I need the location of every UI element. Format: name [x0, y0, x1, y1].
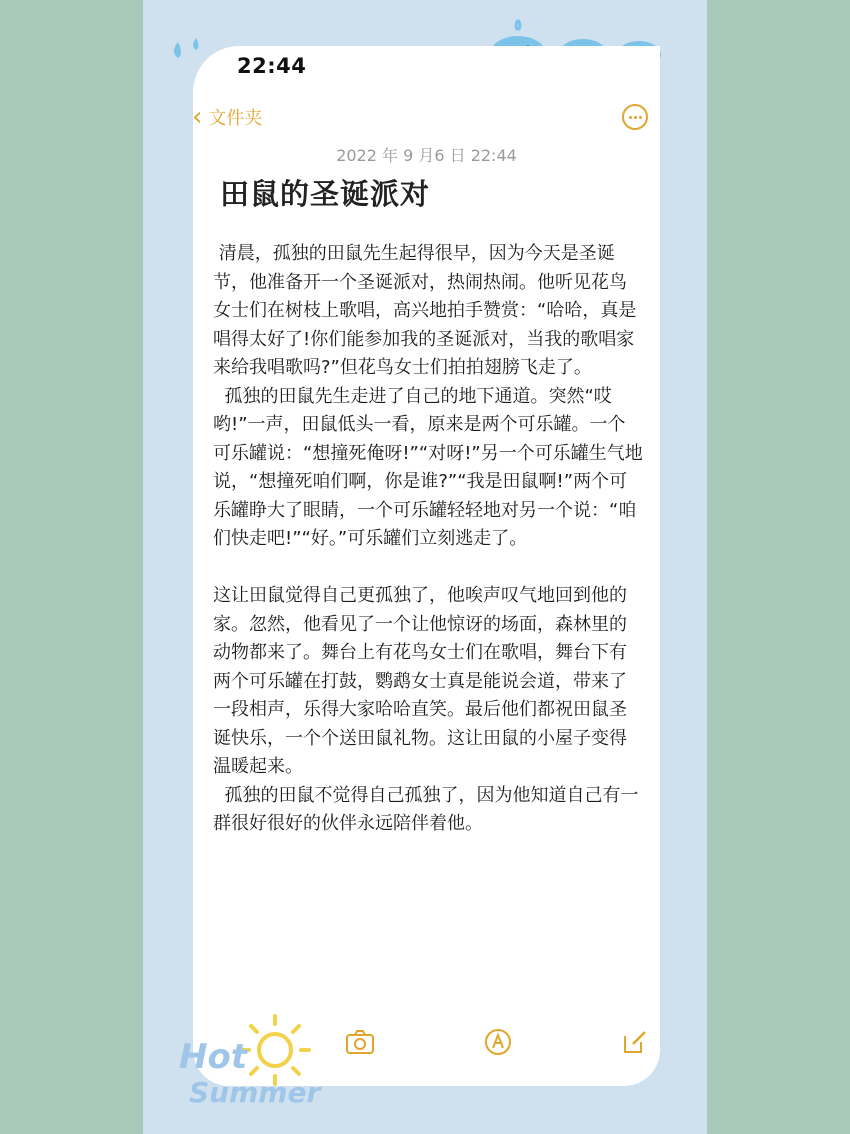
paragraph: 清晨，孤独的田鼠先生起得很早，因为今天是圣诞节，他准备开一个圣诞派对，热闹热闹。他听见花鸟女士们在树枝上歌唱，高兴地拍手赞赏：“哈哈，真是唱得太好了!你们能参加我的圣诞派对，当我的歌唱家来给我唱歌吗?”但花鸟女士们拍拍翅膀飞走了。: [213, 243, 637, 378]
note-body[interactable]: [213, 240, 643, 839]
paragraph: 这让田鼠觉得自己更孤独了，他唉声叹气地回到他的家。忽然，他看见了一个让他惊讶的场面，森林里的动物都来了。舞台上有花鸟女士们在歌唱，舞台下有两个可乐罐在打鼓，鹦鹉女士真是能说会道，带来了一段相声，乐得大家哈哈直笑。最后他们都祝田鼠圣诞快乐，一个个送田鼠礼物。这让田鼠的小屋子变得温暖起来。: [213, 585, 627, 777]
status-time: 22:44: [237, 54, 307, 78]
chevron-left-icon: ‹: [192, 102, 203, 132]
paragraph: 孤独的田鼠不觉得自己孤独了，因为他知道自己有一群很好很好的伙伴永远陪伴着他。: [213, 784, 639, 834]
compose-icon[interactable]: [619, 1026, 651, 1058]
back-button[interactable]: [192, 104, 262, 130]
camera-icon[interactable]: [344, 1026, 376, 1058]
note-date: 2022 年 9 月6 日 22:44: [336, 146, 517, 165]
back-label: 文件夹: [208, 108, 263, 129]
hot-summer-sticker: [175, 1010, 335, 1120]
paragraph-gap: [213, 554, 643, 583]
svg-text:Hot: Hot: [179, 1037, 248, 1077]
svg-text:Summer: Summer: [189, 1076, 321, 1109]
note-title[interactable]: 田鼠的圣诞派对: [220, 177, 431, 211]
paragraph: 孤独的田鼠先生走进了自己的地下通道。突然“哎哟!”一声，田鼠低头一看，原来是两个可乐罐。一个可乐罐说：“想撞死俺呀!”“对呀!”另一个可乐罐生气地说，“想撞死咱们啊，你是谁?”“我是田鼠啊!”两个可乐罐睁大了眼睛，一个可乐罐轻轻地对另一个说：“咱们快走吧!”“好。”可乐罐们立刻逃走了。: [213, 385, 643, 549]
more-options-icon[interactable]: [622, 104, 648, 130]
pen-circle-icon[interactable]: [482, 1026, 514, 1058]
